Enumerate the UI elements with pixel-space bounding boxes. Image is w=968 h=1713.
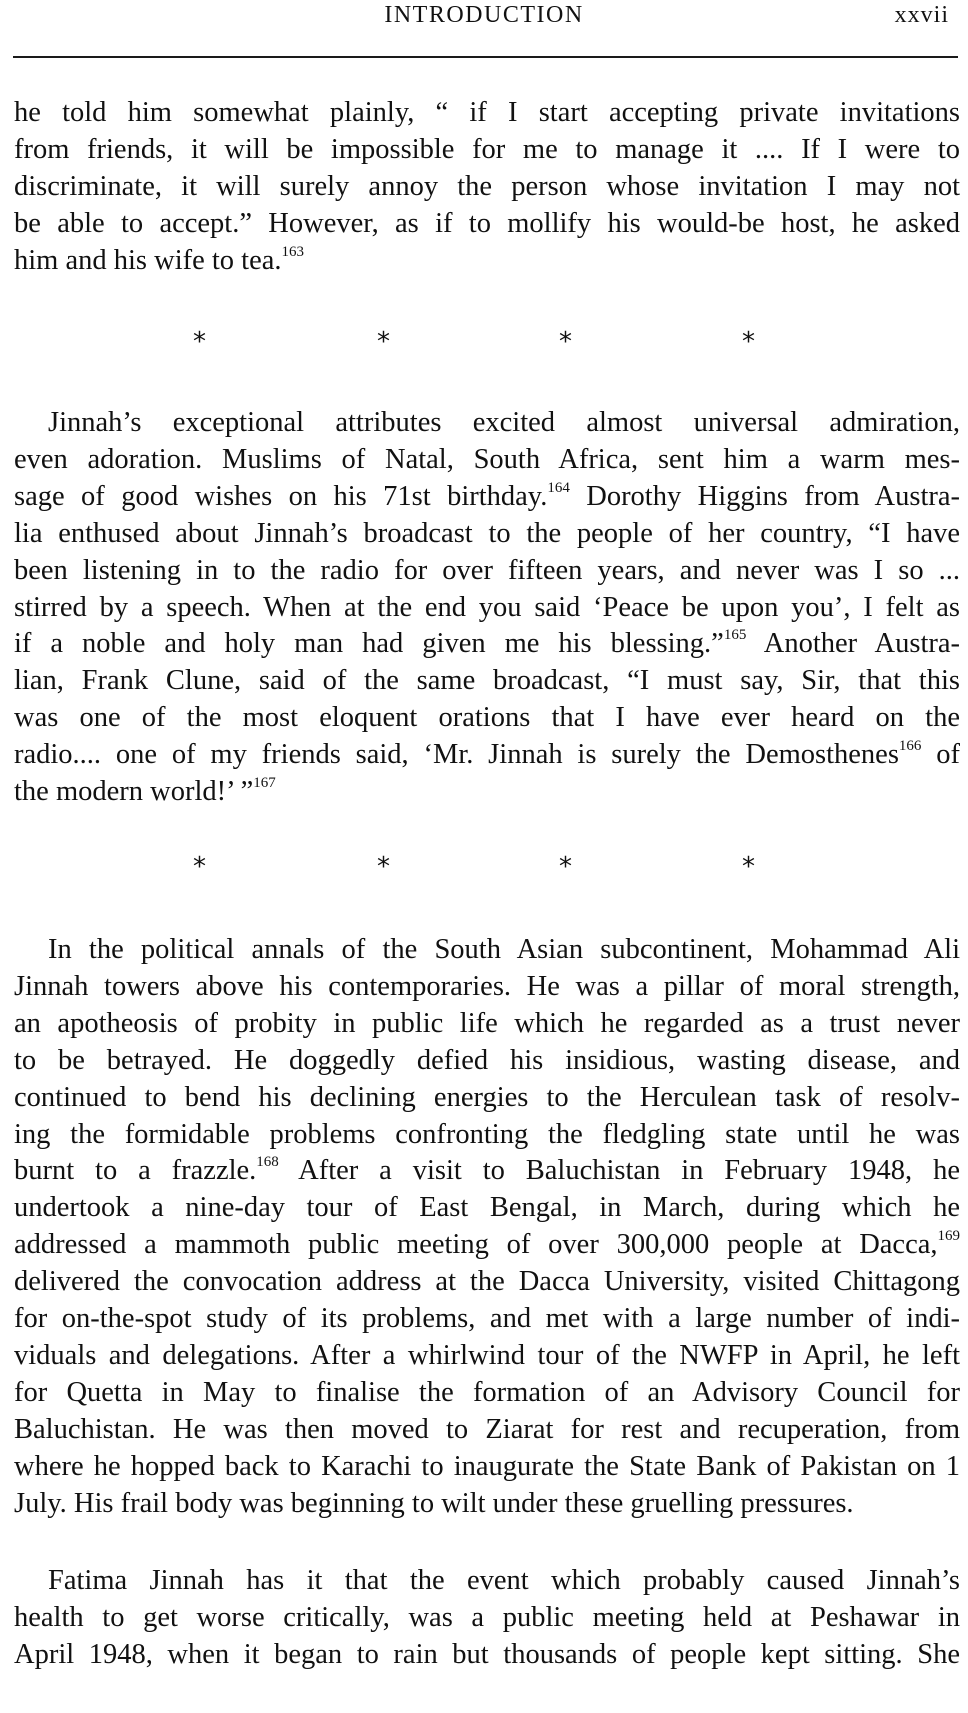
text-line: Baluchistan. He was then moved to Ziarat for rest and recuperation, from [14,1413,960,1445]
text-line [14,1227,960,1264]
text-line: be able to accept.” However, as if to mollify his would-be host, he asked [14,207,960,239]
footnote-ref-165[interactable]: 165 [723,627,747,644]
section-separator [0,327,968,357]
text-line: April 1948, when it began to rain but thousands of people kept sitting. She [14,1638,960,1670]
paragraph-3 [14,932,960,1523]
text-line: discriminate, it will surely annoy the person whose invitation I may not [14,170,960,202]
running-head-title: INTRODUCTION [384,2,584,28]
text-fragment: sage of good wishes on his 71st birthday. [14,480,548,512]
text-line: where he hopped back to Karachi to inaugurate the State Bank of Pakistan on 1 [14,1450,960,1482]
text-line: health to get worse critically, was a public meeting held at Peshawar in [14,1601,960,1633]
separator-asterisk: * [559,852,572,882]
separator-asterisk: * [377,852,390,882]
separator-asterisk: * [559,327,572,357]
text-fragment: of [921,739,960,771]
footnote-ref-166[interactable]: 166 [898,738,922,755]
text-line: even adoration. Muslims of Natal, South Africa, sent him a warm mes- [14,443,960,475]
text-line: stirred by a speech. When at the end you said ‘Peace be upon you’, I felt as [14,591,960,623]
footnote-ref-168[interactable]: 168 [256,1154,279,1171]
text-line: lian, Frank Clune, said of the same broadcast, “I must say, Sir, that this [14,665,960,697]
text-fragment: addressed a mammoth public meeting of over 300,000 people at Dacca, [14,1229,938,1261]
text-line: viduals and delegations. After a whirlwind tour of the NWFP in April, he left [14,1339,960,1371]
text-line: he told him somewhat plainly, “ if I start accepting private invitations [14,97,960,128]
text-fragment: burnt to a frazzle. [14,1155,257,1187]
page-number: xxvii [894,2,949,28]
header-rule [13,56,958,58]
text-fragment: the modern world!’ ” [14,776,254,808]
text-line: an apotheosis of probity in public life which he regarded as a trust never [14,1007,960,1039]
footnote-ref-169[interactable]: 169 [937,1228,960,1245]
text-fragment: radio.... one of my friends said, ‘Mr. Jinnah is surely the Demosthenes [14,739,899,771]
paragraph-1 [14,95,960,280]
section-separator [0,852,968,882]
text-line [14,737,960,774]
text-line [14,243,960,280]
text-line: In the political annals of the South Asian subcontinent, Mohammad Ali [48,934,960,965]
text-fragment: Dorothy Higgins from Austra- [569,480,960,512]
text-line [14,1153,960,1190]
footnote-ref-164[interactable]: 164 [547,479,570,496]
text-line: July. His frail body was beginning to wilt under these gruelling pressures. [14,1487,854,1519]
text-line: lia enthused about Jinnah’s broadcast to the people of her country, “I have [14,517,960,549]
text-line [14,774,960,811]
text-fragment: him and his wife to tea. [14,244,282,276]
footnote-ref-163[interactable]: 163 [281,243,305,260]
text-line: for on-the-spot study of its problems, and met with a large number of indi- [14,1303,960,1335]
text-fragment: After a visit to Baluchistan in February 1948, he [278,1155,960,1187]
separator-asterisk: * [193,852,206,882]
text-line: delivered the convocation address at the Dacca University, visited Chittagong [14,1266,960,1298]
text-line: been listening in to the radio for over fifteen years, and never was I so ... [14,554,960,586]
text-line: for Quetta in May to finalise the formation of an Advisory Council for [14,1376,960,1408]
text-line: Jinnah’s exceptional attributes excited almost universal admiration, [48,407,960,438]
separator-asterisk: * [377,327,390,357]
text-line: Fatima Jinnah has it that the event which probably caused Jinnah’s [48,1565,960,1596]
separator-asterisk: * [742,852,755,882]
text-line: to be betrayed. He doggedly defied his insidious, wasting disease, and [14,1044,960,1076]
text-fragment: Another Austra- [746,628,960,660]
text-line: continued to bend his declining energies to the Herculean task of resolv- [14,1081,960,1113]
text-line: ing the formidable problems confronting the fledgling state until he was [14,1118,960,1150]
text-line [14,479,960,516]
text-line: was one of the most eloquent orations that I have ever heard on the [14,702,960,734]
text-line [14,626,960,663]
running-header [13,2,955,34]
footnote-ref-167[interactable]: 167 [253,775,276,792]
separator-asterisk: * [742,327,755,357]
paragraph-4 [14,1563,960,1674]
paragraph-2 [14,405,960,811]
text-fragment: if a noble and holy man had given me his blessing.” [14,628,724,660]
text-line: undertook a nine-day tour of East Bengal, in March, during which he [14,1192,960,1224]
separator-asterisk: * [193,327,206,357]
text-line: from friends, it will be impossible for me to manage it .... If I were to [14,133,960,165]
text-line: Jinnah towers above his contemporaries. He was a pillar of moral strength, [14,970,960,1002]
